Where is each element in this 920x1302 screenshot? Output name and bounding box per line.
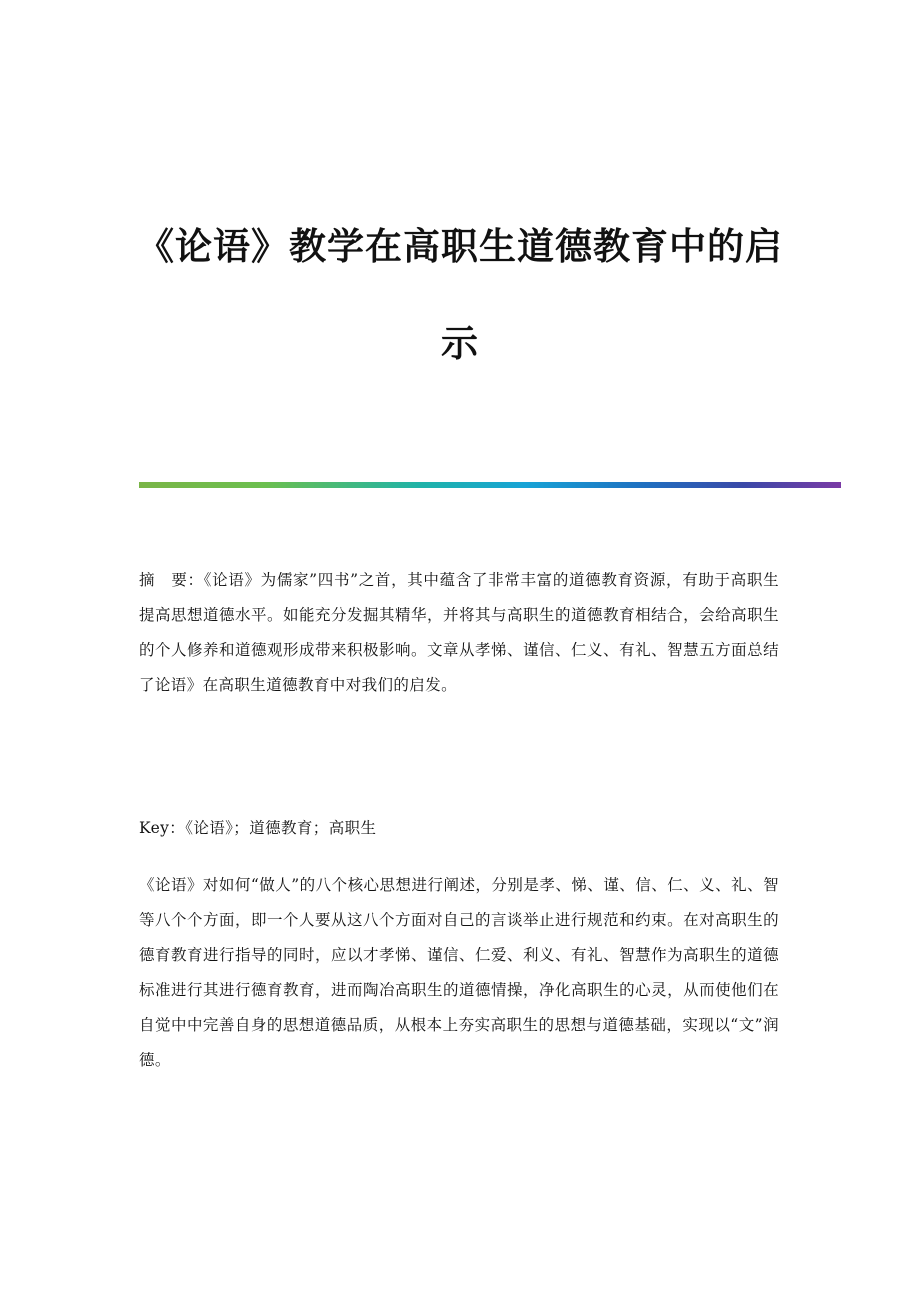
- gradient-divider: [139, 482, 841, 488]
- document-title-line-2: 示: [441, 321, 479, 365]
- keywords-line: Key：《论语》；道德教育；高职生: [139, 819, 377, 837]
- abstract-paragraph: 摘 要：《论语》为儒家”四书”之首，其中蕴含了非常丰富的道德教育资源，有助于高职生提高思想道德水平。如能充分发掘其精华，并将其与高职生的道德教育相结合，会给高职生的个人修养和道德观形成带来积极影响。文章从孝悌、谨信、仁义、有礼、智慧五方面总结了论语》在高职生道德教育中对我们的启发。: [139, 571, 779, 694]
- body-paragraph: 《论语》对如何“做人”的八个核心思想进行阐述，分别是孝、悌、谨、信、仁、义、礼、智等八个个方面，即一个人要从这八个方面对自己的言谈举止进行规范和约束。在对高职生的德育教育进行指导的同时，应以才孝悌、谨信、仁爱、利义、有礼、智慧作为高职生的道德标准进行其进行德育教育，进而陶冶高职生的道德情操，净化高职生的心灵，从而使他们在自觉中中完善自身的思想道德品质，从根本上夯实高职生的思想与道德基础，实现以“文”润德。: [139, 876, 779, 1069]
- document-title-line-1: 《论语》教学在高职生道德教育中的启: [137, 224, 783, 268]
